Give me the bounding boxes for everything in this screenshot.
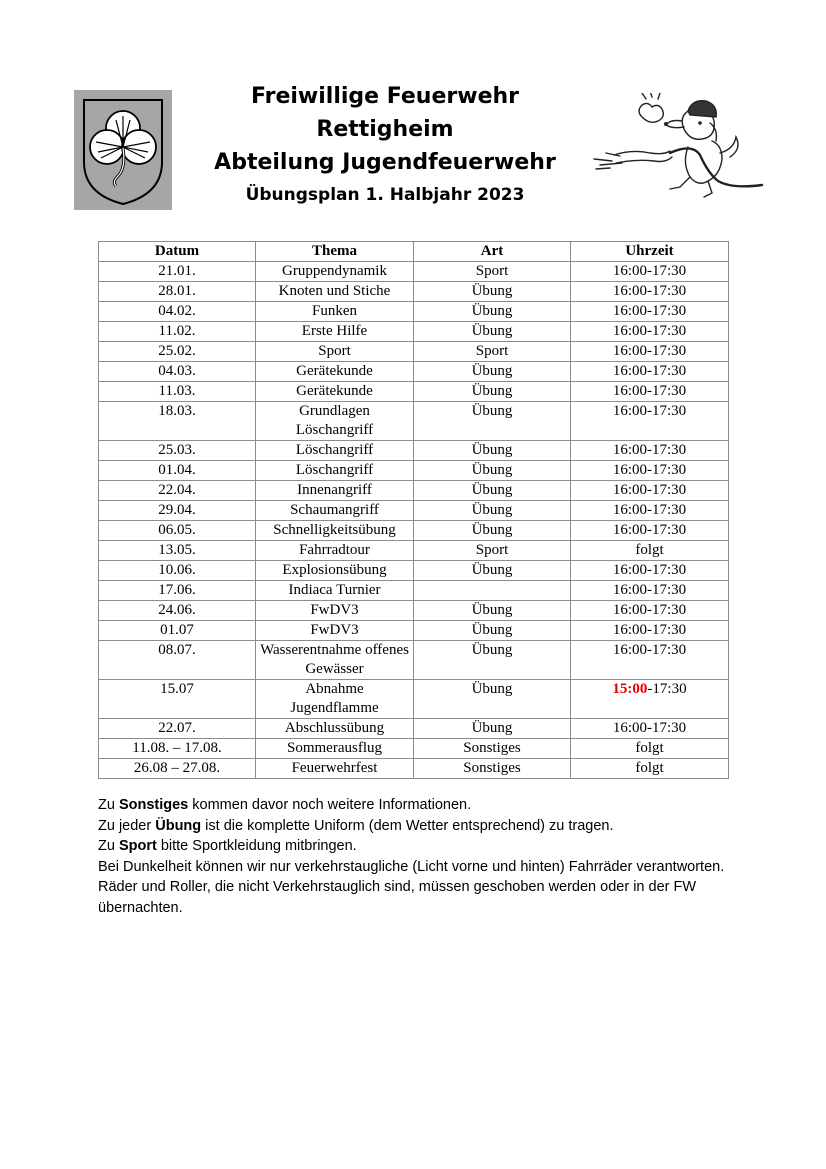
cell-datum: 10.06. [99,561,256,581]
cell-datum: 15.07 [99,680,256,719]
cell-datum: 21.01. [99,262,256,282]
uhrzeit-highlight: 15:00 [612,681,648,697]
cloverleaf-crest-icon [74,90,172,210]
cell-art: Sonstiges [414,759,571,779]
cell-datum: 29.04. [99,501,256,521]
cell-art: Sport [414,541,571,561]
cell-uhrzeit: 16:00-17:30 [571,302,729,322]
table-row [99,302,729,322]
cell-datum: 13.05. [99,541,256,561]
note-uebung [98,816,738,837]
note-sonstiges [98,795,738,816]
cell-datum: 11.08. – 17.08. [99,739,256,759]
cell-uhrzeit: 16:00-17:30 [571,719,729,739]
table-row [99,262,729,282]
table-row [99,501,729,521]
uhrzeit-rest: -17:30 [647,681,687,697]
cell-art: Übung [414,302,571,322]
column-header-uhrzeit: Uhrzeit [571,242,729,262]
title-line-2: Rettigheim [316,117,454,142]
document-heading [170,80,600,208]
cell-datum: 11.03. [99,382,256,402]
cell-uhrzeit [571,680,729,719]
cell-art: Übung [414,441,571,461]
subtitle: Übungsplan 1. Halbjahr 2023 [245,185,525,205]
column-header-datum: Datum [99,242,256,262]
cell-datum: 22.04. [99,481,256,501]
note-text: ist die komplette Uniform (dem Wetter entsprechend) zu tragen. [201,817,614,834]
cell-uhrzeit: 16:00-17:30 [571,601,729,621]
table-row [99,402,729,441]
table-row [99,382,729,402]
cell-uhrzeit: 16:00-17:30 [571,262,729,282]
cell-datum: 18.03. [99,402,256,441]
cell-datum: 11.02. [99,322,256,342]
cell-art: Übung [414,561,571,581]
cell-uhrzeit: folgt [571,759,729,779]
cell-datum: 01.04. [99,461,256,481]
table-row [99,282,729,302]
cell-art: Übung [414,719,571,739]
cell-datum: 06.05. [99,521,256,541]
cell-datum: 25.03. [99,441,256,461]
cell-datum: 04.03. [99,362,256,382]
cell-thema: Sport [256,342,414,362]
cell-art: Übung [414,461,571,481]
table-row [99,521,729,541]
cell-thema: Abnahme Jugendflamme [256,680,414,719]
column-header-thema: Thema [256,242,414,262]
cell-thema: Grundlagen Löschangriff [256,402,414,441]
note-text: bitte Sportkleidung mitbringen. [156,838,357,854]
cell-uhrzeit: 16:00-17:30 [571,521,729,541]
cell-art: Sonstiges [414,739,571,759]
cell-art: Übung [414,641,571,680]
note-keyword: Sport [118,838,157,854]
cell-art: Übung [414,601,571,621]
cell-uhrzeit: folgt [571,739,729,759]
table-row [99,461,729,481]
schedule-table [98,241,729,779]
cell-thema: FwDV3 [256,621,414,641]
cell-thema: Gerätekunde [256,362,414,382]
cell-datum: 28.01. [99,282,256,302]
cell-uhrzeit: 16:00-17:30 [571,402,729,441]
cell-thema: Innenangriff [256,481,414,501]
table-header-row [99,242,729,262]
cell-uhrzeit: 16:00-17:30 [571,322,729,342]
column-header-art: Art [414,242,571,262]
cell-art: Übung [414,481,571,501]
cell-art: Sport [414,342,571,362]
cell-thema: FwDV3 [256,601,414,621]
cell-uhrzeit: 16:00-17:30 [571,362,729,382]
cell-art: Übung [414,362,571,382]
cell-datum: 01.07 [99,621,256,641]
cell-thema: Gruppendynamik [256,262,414,282]
cell-art: Übung [414,680,571,719]
title-line-1: Freiwillige Feuerwehr [251,84,519,109]
cell-uhrzeit: 16:00-17:30 [571,441,729,461]
table-row [99,759,729,779]
cell-thema: Wasserentnahme offenes Gewässer [256,641,414,680]
table-row [99,621,729,641]
table-row [99,322,729,342]
firefighter-dog-icon [592,93,770,205]
table-row [99,601,729,621]
cell-thema: Funken [256,302,414,322]
cell-datum: 26.08 – 27.08. [99,759,256,779]
cell-uhrzeit: 16:00-17:30 [571,282,729,302]
title-line-3: Abteilung Jugendfeuerwehr [214,150,556,175]
note-text: Zu [98,797,119,813]
cell-thema: Löschangriff [256,461,414,481]
table-row [99,719,729,739]
cell-thema: Explosionsübung [256,561,414,581]
cell-uhrzeit: 16:00-17:30 [571,561,729,581]
cell-thema: Indiaca Turnier [256,581,414,601]
notes-section [98,795,738,918]
cell-art [414,581,571,601]
cell-uhrzeit: folgt [571,541,729,561]
cell-uhrzeit: 16:00-17:30 [571,342,729,362]
cell-art: Sport [414,262,571,282]
cell-datum: 08.07. [99,641,256,680]
cell-art: Übung [414,282,571,302]
note-text: Zu [98,838,119,854]
cell-art: Übung [414,322,571,342]
cell-uhrzeit: 16:00-17:30 [571,481,729,501]
note-dunkelheit: Bei Dunkelheit können wir nur verkehrstaugliche (Licht vorne und hinten) Fahrräder verantworten. Räder und Roller, die nicht Verkehrstauglich sind, müssen geschoben werden oder in der FW übernachten. [98,858,725,916]
table-row [99,561,729,581]
note-keyword: Übung [155,817,202,834]
table-row [99,362,729,382]
cell-datum: 25.02. [99,342,256,362]
cell-art: Übung [414,621,571,641]
cell-thema: Sommerausflug [256,739,414,759]
cell-thema: Fahrradtour [256,541,414,561]
cell-uhrzeit: 16:00-17:30 [571,621,729,641]
table-row [99,541,729,561]
cell-datum: 04.02. [99,302,256,322]
cell-uhrzeit: 16:00-17:30 [571,382,729,402]
table-row [99,641,729,680]
note-sport [98,836,738,857]
table-row [99,342,729,362]
cell-datum: 24.06. [99,601,256,621]
note-text: kommen davor noch weitere Informationen. [188,797,472,813]
cell-uhrzeit: 16:00-17:30 [571,581,729,601]
cell-datum: 17.06. [99,581,256,601]
cell-datum: 22.07. [99,719,256,739]
table-row [99,739,729,759]
table-row [99,441,729,461]
cell-thema: Schaumangriff [256,501,414,521]
cell-thema: Abschlussübung [256,719,414,739]
cell-art: Übung [414,402,571,441]
cell-thema: Löschangriff [256,441,414,461]
cell-uhrzeit: 16:00-17:30 [571,641,729,680]
table-row [99,581,729,601]
cell-art: Übung [414,501,571,521]
note-keyword: Sonstiges [118,797,189,813]
cell-uhrzeit: 16:00-17:30 [571,461,729,481]
table-row [99,680,729,719]
cell-thema: Erste Hilfe [256,322,414,342]
cell-thema: Gerätekunde [256,382,414,402]
table-row [99,481,729,501]
cell-thema: Schnelligkeitsübung [256,521,414,541]
cell-thema: Knoten und Stiche [256,282,414,302]
cell-art: Übung [414,521,571,541]
note-text: Zu jeder [98,817,156,834]
cell-art: Übung [414,382,571,402]
cell-uhrzeit: 16:00-17:30 [571,501,729,521]
cell-thema: Feuerwehrfest [256,759,414,779]
